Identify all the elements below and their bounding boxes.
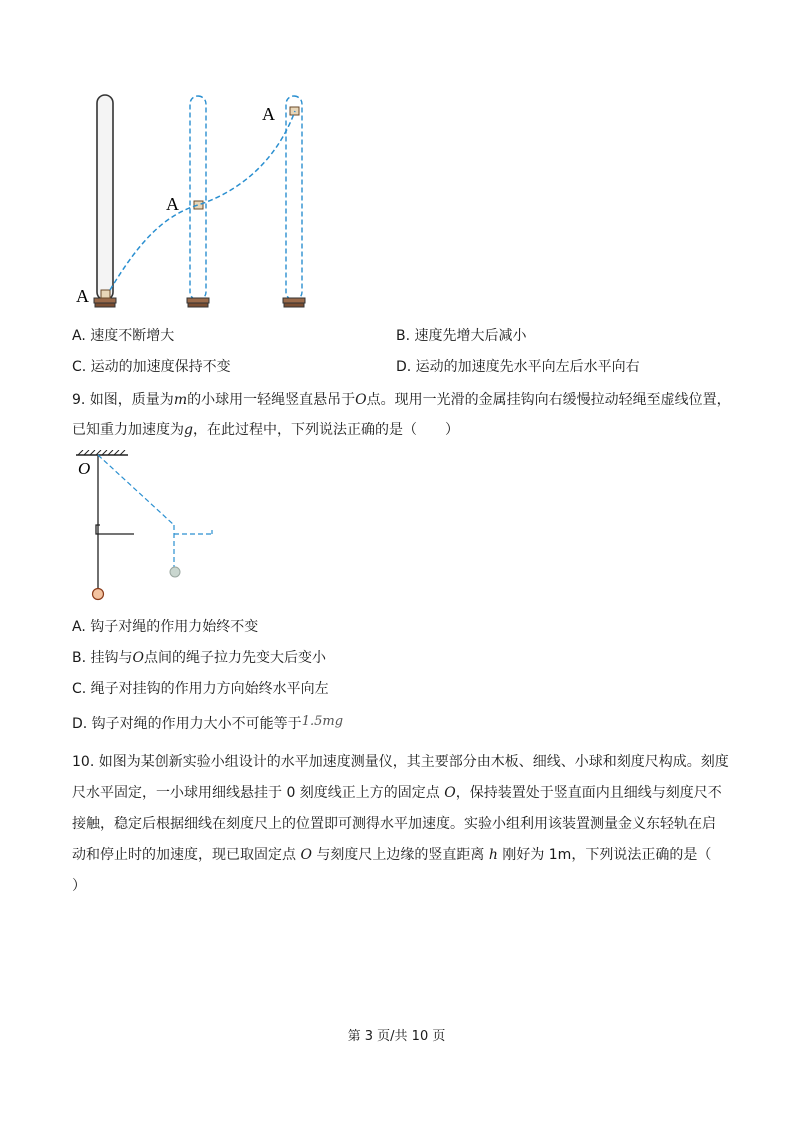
tube-1 — [97, 95, 113, 300]
q9-option-d: D. 钩子对绳的作用力大小不可能等于1.5mg — [72, 714, 344, 732]
tube-1-cap — [94, 298, 116, 303]
page-number: 第 3 页/共 10 页 — [347, 1029, 446, 1044]
q8-option-d: D. 运动的加速度先水平向左后水平向右 — [396, 359, 640, 375]
hook — [96, 525, 134, 534]
label-a-2: A — [166, 194, 179, 214]
q9-option-a: A. 钩子对绳的作用力始终不变 — [72, 619, 259, 635]
dashed-ball — [170, 567, 180, 577]
dashed-string-slanted — [98, 455, 174, 525]
tube-motion-figure — [70, 90, 340, 315]
q10-line-2: 尺水平固定，一小球用细线悬挂于 0 刻度线正上方的固定点 O，保持装置处于竖直面内且细线与刻度尺不 — [72, 785, 722, 801]
ball — [93, 589, 104, 600]
q10-line-3: 接触，稳定后根据细线在刻度尺上的位置即可测得水平加速度。实验小组利用该装置测量金义东轻轨在启 — [72, 816, 716, 832]
q9-stem-line-1: 9. 如图，质量为m的小球用一轻绳竖直悬吊于O点。现用一光滑的金属挂钩向右缓慢拉动轻绳至虚线位置， — [72, 392, 731, 408]
q9-option-c: C. 绳子对挂钩的作用力方向始终水平向左 — [72, 681, 329, 697]
var-g: g — [184, 422, 193, 438]
q9-stem-line-2: 已知重力加速度为g，在此过程中，下列说法正确的是（ ） — [72, 422, 459, 438]
label-a-3: A — [262, 104, 275, 124]
q10-line-1: 10. 如图为某创新实验小组设计的水平加速度测量仪，其主要部分由木板、细线、小球和刻度尺构成。刻度 — [72, 754, 729, 770]
q9-option-b: B. 挂钩与O点间的绳子拉力先变大后变小 — [72, 650, 326, 666]
q8-option-c: C. 运动的加速度保持不变 — [72, 359, 231, 375]
q10-line-4: 动和停止时的加速度，现已取固定点 O 与刻度尺上边缘的竖直距离 h 刚好为 1m，下列说法正确的是（ — [72, 847, 712, 863]
pendulum-hook-figure — [70, 450, 220, 605]
q8-option-a: A. 速度不断增大 — [72, 328, 175, 344]
q8-option-b: B. 速度先增大后减小 — [396, 328, 527, 344]
tube-2 — [190, 96, 206, 300]
block-1 — [101, 290, 110, 298]
var-o: O — [355, 392, 367, 408]
block-2 — [194, 201, 203, 209]
q10-line-5: ） — [72, 878, 86, 894]
label-a-1: A — [76, 286, 89, 306]
dashed-hook — [174, 530, 212, 534]
tube-3-cap — [283, 298, 305, 303]
point-o-label: O — [78, 459, 91, 478]
tube-2-cap — [187, 298, 209, 303]
var-m: m — [173, 392, 188, 408]
formula-1-5mg: 1.5mg — [301, 714, 344, 729]
